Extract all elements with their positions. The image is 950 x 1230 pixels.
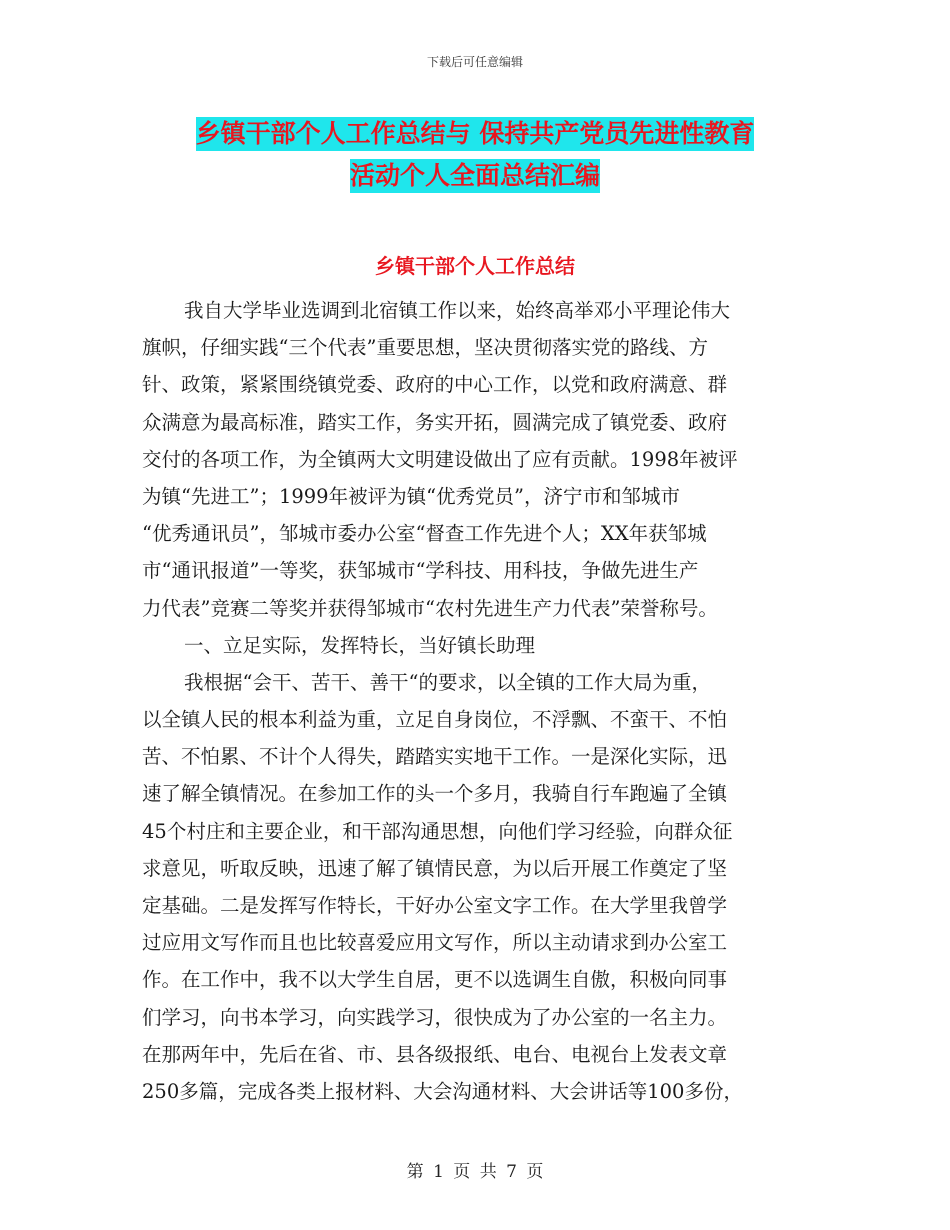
body-text: [142, 292, 812, 1110]
paragraph-line: 45个村庄和主要企业，和干部沟通思想，向他们学习经验，向群众征: [142, 819, 733, 843]
paragraph-line: 为镇“先进工”；1999年被评为镇“优秀党员”，济宁市和邹城市: [142, 484, 681, 508]
paragraph-line: 求意见，听取反映，迅速了解了镇情民意，为以后开展工作奠定了坚: [142, 856, 728, 880]
paragraph-line: 苦、不怕累、不计个人得失，踏踏实实地干工作。一是深化实际，迅: [142, 745, 728, 769]
paragraph-line: 作。在工作中，我不以大学生自居，更不以选调生自傲，积极向同事: [142, 968, 728, 992]
paragraph-line: 以全镇人民的根本利益为重，立足自身岗位，不浮飘、不蛮干、不怕: [142, 708, 728, 732]
document-title-line-2: [0, 156, 950, 192]
page-footer: 第 1 页 共 7 页: [406, 1162, 544, 1182]
paragraph-line: 众满意为最高标准，踏实工作，务实开拓，圆满完成了镇党委、政府: [142, 410, 728, 434]
paragraph-line: 在那两年中，先后在省、市、县各级报纸、电台、电视台上发表文章: [142, 1042, 728, 1066]
document-title-line-1: [0, 114, 950, 150]
section-title: 乡镇干部个人工作总结: [375, 254, 575, 278]
title-highlight-1: 乡镇干部个人工作总结与 保持共产党员先进性教育: [196, 117, 755, 151]
paragraph-line: 速了解全镇情况。在参加工作的头一个多月，我骑自行车跑遍了全镇: [142, 782, 728, 806]
paragraph-line: “优秀通讯员”，邹城市委办公室“督查工作先进个人；XX年获邹城: [142, 522, 707, 546]
header-note: 下载后可任意编辑: [426, 55, 523, 69]
paragraph-line: 针、政策，紧紧围绕镇党委、政府的中心工作，以党和政府满意、群: [142, 373, 728, 397]
subheading-line: 一、立足实际，发挥特长，当好镇长助理: [184, 633, 536, 657]
paragraph-line: 市“通讯报道”一等奖，获邹城市“学科技、用科技，争做先进生产: [142, 559, 699, 583]
title-highlight-2: 活动个人全面总结汇编: [350, 159, 600, 193]
paragraph-line: 力代表”竞赛二等奖并获得邹城市“农村先进生产力代表”荣誉称号。: [142, 596, 718, 620]
paragraph-line: 250多篇，完成各类上报材料、大会沟通材料、大会讲话等100多份，: [142, 1079, 743, 1103]
paragraph-line: 我根据“会干、苦干、善干“的要求，以全镇的工作大局为重，: [184, 670, 711, 694]
paragraph-line: 交付的各项工作，为全镇两大文明建设做出了应有贡献。1998年被评: [142, 447, 738, 471]
paragraph-line: 定基础。二是发挥写作特长，干好办公室文字工作。在大学里我曾学: [142, 894, 728, 917]
paragraph-line: 过应用文写作而且也比较喜爱应用文写作，所以主动请求到办公室工: [142, 931, 728, 955]
paragraph-line: 旗帜，仔细实践“三个代表”重要思想，坚决贯彻落实党的路线、方: [142, 336, 708, 360]
paragraph-line: 我自大学毕业选调到北宿镇工作以来，始终高举邓小平理论伟大: [184, 299, 731, 322]
paragraph-line: 们学习，向书本学习，向实践学习，很快成为了办公室的一名主力。: [142, 1005, 728, 1029]
